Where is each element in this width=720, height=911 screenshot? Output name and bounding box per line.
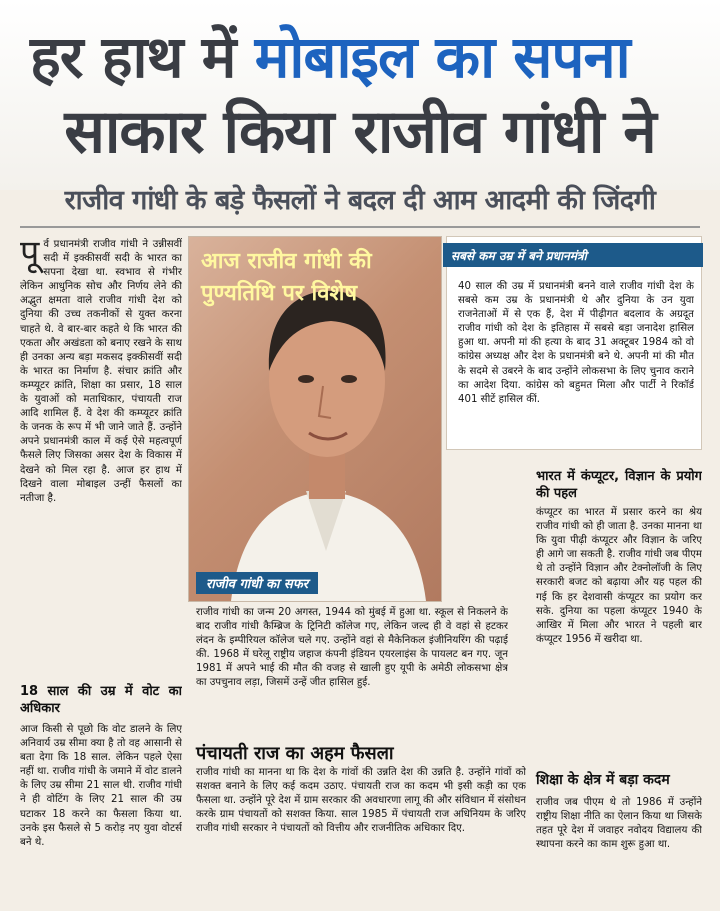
- youngest-pm-tag: [443, 243, 703, 267]
- headline-area: [0, 0, 720, 190]
- portrait-photo: [188, 236, 442, 602]
- subheadline: राजीव गांधी के बड़े फैसलों ने बदल दी आम आदमी की जिंदगी: [64, 185, 656, 216]
- computer-heading: भारत में कंप्यूटर, विज्ञान के प्रयोग की पहल: [536, 469, 702, 501]
- headline-part-1: हर हाथ में: [30, 23, 236, 91]
- intro-text: र्व प्रधानमंत्री राजीव गांधी ने उन्नीसवीं सदी में इक्कीसवीं सदी के भारत का सपना देखा था. स्वभाव से गंभीर लेकिन आधुनिक सोच और निर्णय लेने की अद्भुत क्षमता वाले राजीव गांधी देश को दुनिया की उच्च तकनीकों से युक्त करना चाहते थे. वे बार-बार कहते थे कि भारत की एकता और अखंडता को बनाए रखने के साथ ही उनका अन्य बड़ा मकसद इक्कीसवीं सदी के भारत का निर्माण है. संचार क्रांति और कम्प्यूटर क्रांति, शिक्षा का प्रसार, 18 साल के युवाओं को मताधिकार, पंचायती राज आदि शामिल हैं. वे देश की कम्प्यूटर क्रांति के जनक के रूप में भी जाने जाते हैं. उन्होंने अपने प्रधानमंत्री काल में कई ऐसे महत्वपूर्ण फैसले लिए जिसका असर देश के विकास में देखने को मिल रहा है. आज हर हाथ में दिखने वाला मोबाइल उन्हीं फैसलों का नतीजा है.: [20, 239, 182, 504]
- divider: [20, 226, 700, 228]
- education-heading: शिक्षा के क्षेत्र में बड़ा कदम: [536, 772, 670, 788]
- youngest-pm-tag-label: सबसे कम उम्र में बने प्रधानमंत्री: [451, 249, 587, 263]
- panchayat-heading: पंचायती राज का अहम फैसला: [196, 743, 394, 764]
- journey-tag: राजीव गांधी का सफर: [196, 572, 318, 594]
- panchayat-text: राजीव गांधी का मानना था कि देश के गांवों की उन्नति देश की उन्नति है. उन्होंने गांवों को सशक्त बनाने के लिए कई कदम उठाए. पंचायती राज का कदम भी इसी कड़ी का एक फैसला था. उन्होंने पूरे देश में ग्राम सरकार की अवधारणा लागू की और संविधान में संसोधन करके ग्राम पंचायतों को सशक्त किया. साल 1985 में पंचायती राज अधिनियम के जरिए राजीव गांधी सरकार ने पंचायतों को वित्तीय और राजनीतिक अधिकार दिए.: [196, 767, 526, 835]
- portrait-illustration: [211, 261, 441, 601]
- headline-line-2: साकार किया राजीव गांधी ने: [64, 97, 656, 167]
- drop-cap: पू: [20, 238, 40, 273]
- education-text: राजीव जब पीएम थे तो 1986 में उन्होंने राष्ट्रीय शिक्षा नीति का ऐलान किया था जिसके तहत पूरे देश में जवाहर नवोदय विद्यालय की स्थापना करने का काम शुरू हुआ था.: [536, 797, 702, 851]
- youngest-pm-text: 40 साल की उम्र में प्रधानमंत्री बनने वाले राजीव गांधी देश के सबसे कम उम्र के प्रधानमंत्री थे और दुनिया के उन युवा राजनेताओं में से एक हैं, देश में पीढ़ीगत बदलाव के अग्रदूत राजीव गांधी को देश के इतिहास में सबसे बड़ा जनादेश हासिल हुआ था. अपनी मां की हत्या के बाद 31 अक्टूबर 1984 को वो कांग्रेस अध्यक्ष और देश के प्रधानमंत्री बने थे. अपनी मां की मौत के सदमे से उबरने के बाद उन्होंने लोकसभा के लिए चुनाव कराने का आदेश दिया. कांग्रेस को बहुमत मिला और पार्टी ने रिकॉर्ड 401 सीटें हासिल कीं.: [458, 281, 694, 405]
- journey-text: राजीव गांधी का जन्म 20 अगस्त, 1944 को मुंबई में हुआ था. स्कूल से निकलने के बाद राजीव गांधी कैम्ब्रिज के ट्रिनिटी कॉलेज गए, लेकिन जल्द ही वे वहां से हटकर लंदन के इम्पीरियल कॉलेज चले गए. उन्होंने वहां से मैकेनिकल इंजीनियरिंग की पढ़ाई की. 1968 में घरेलू राष्ट्रीय जहाज कंपनी इंडियन एयरलाइंस के पायलट बन गए. जून 1981 में अपने भाई की मौत की वजह से खाली हुए यूपी के अमेठी लोकसभा क्षेत्र का उपचुनाव लड़ा, जिसमें उन्हें जीत हासिल हुई.: [196, 607, 508, 689]
- photo-caption-tag: आज राजीव गांधी की पुण्यतिथि पर विशेष: [201, 248, 372, 306]
- headline-part-2: मोबाइल का सपना: [254, 23, 630, 91]
- computer-column: [536, 468, 702, 750]
- computer-text: कंप्यूटर का भारत में प्रसार करने का श्रेय राजीव गांधी को ही जाता है. उनका मानना था कि युवा पीढ़ी कंप्यूटर और विज्ञान के जरिए ही आगे जा सकती है. राजीव गांधी जब पीएम थे तो उन्होंने विज्ञान और टेक्नोलॉजी के लिए सरकारी बजट को बढ़ाया और यह पहल की गई कि हर देशवासी कंप्यूटर का प्रयोग कर सके. दुनिया का पहला कंप्यूटर 1940 के आखिर में मिला और भारत ने पहली बार कंप्यूटर 1956 में खरीदा था.: [536, 507, 702, 645]
- headline-line-1: [30, 22, 630, 92]
- voting-age-text: आज किसी से पूछो कि वोट डालने के लिए अनिवार्य उम्र सीमा क्या है तो वह आसानी से बता देगा कि 18 साल. लेकिन पहले ऐसा नहीं था. राजीव गांधी के जमाने में वोट डालने के लिए उम्र सीमा 21 साल थी. राजीव गांधी ने ही वोटिंग के लिए 21 साल की उम्र घटाकर 18 करने का फैसला किया था. उनके इस फैसले से 5 करोड़ नए युवा वोटर्स बने थे.: [20, 724, 182, 848]
- intro-column: [20, 238, 182, 638]
- voting-age-heading: 18 साल की उम्र में वोट का अधिकार: [20, 684, 182, 716]
- voting-age-column: [20, 683, 182, 898]
